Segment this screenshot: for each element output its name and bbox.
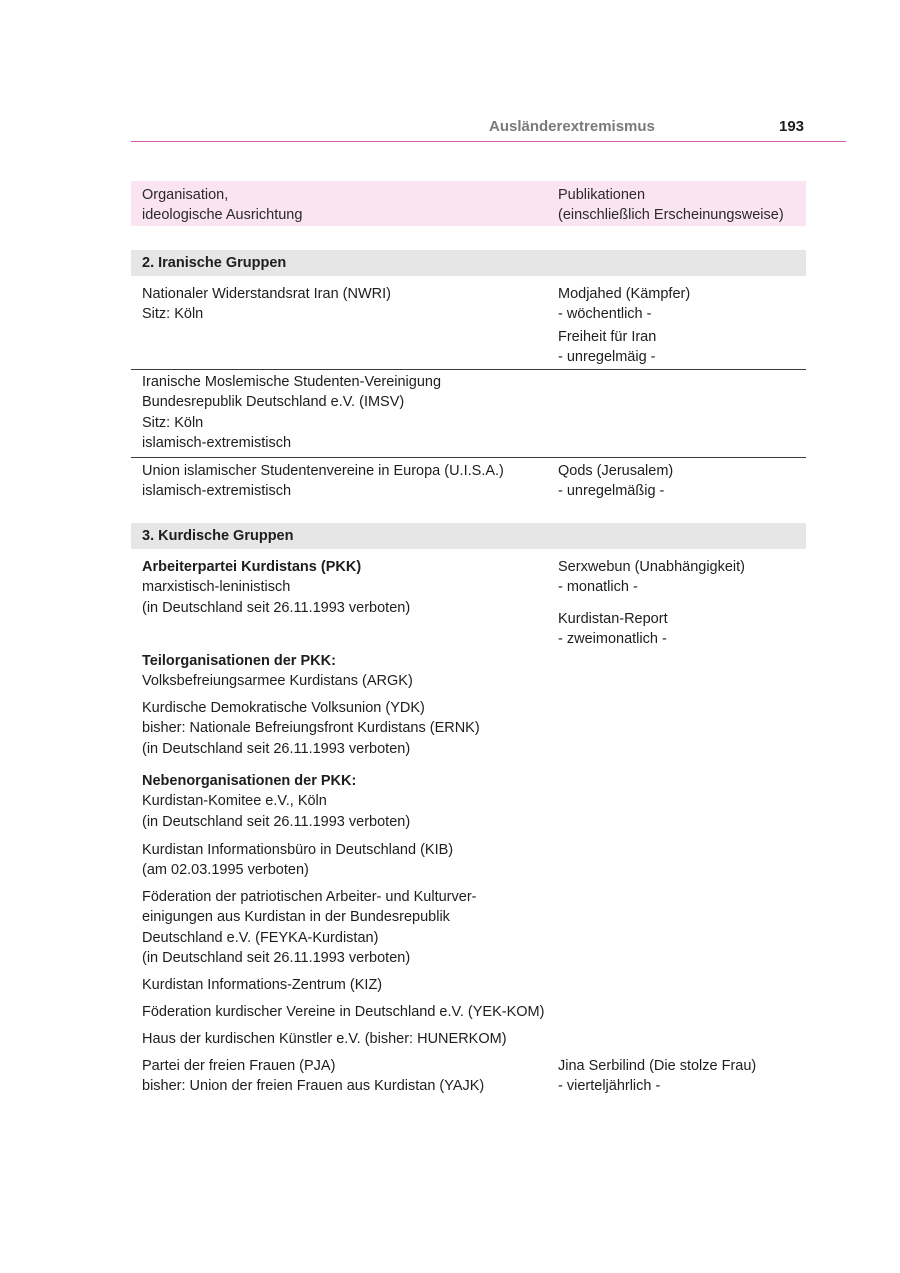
org-name: Haus der kurdischen Künstler e.V. (bisher: HUNERKOM) (142, 1031, 507, 1047)
org-line: (am 02.03.1995 verboten) (142, 862, 309, 879)
org-line: Sitz: Köln (142, 306, 204, 323)
pub-qods (558, 461, 673, 502)
section-kurdish-groups (131, 523, 806, 549)
pub-frequency: - monatlich - (558, 579, 638, 596)
org-uisa (142, 461, 504, 502)
org-name: Föderation kurdischer Vereine in Deutschland e.V. (YEK-KOM) (142, 1004, 545, 1020)
org-line: (in Deutschland seit 26.11.1993 verboten) (142, 949, 411, 966)
column-header-line: ideologische Ausrichtung (142, 207, 303, 223)
pub-title: Qods (Jerusalem) (558, 463, 674, 479)
section-title: 2. Iranische Gruppen (142, 255, 287, 271)
org-line: islamisch-extremistisch (142, 483, 292, 500)
pub-frequency: - vierteljährlich - (558, 1078, 661, 1095)
org-line: Sitz: Köln (142, 414, 204, 431)
org-name: Föderation der patriotischen Arbeiter- und Kulturver- (142, 889, 477, 905)
side-orgs-heading (142, 771, 410, 832)
org-line: Volksbefreiungsarmee Kurdistans (ARGK) (142, 673, 413, 690)
pub-serxwebun (558, 557, 745, 598)
running-header-title: Ausländerextremismus (489, 118, 655, 135)
table-header (131, 181, 806, 226)
pub-title: Freiheit für Iran (558, 329, 657, 345)
org-kib (142, 840, 453, 881)
pub-title: Jina Serbilind (Die stolze Frau) (558, 1058, 757, 1074)
org-name: Kurdistan-Komitee e.V., Köln (142, 793, 327, 810)
row-divider (131, 457, 806, 458)
pub-kurdistan-report (558, 609, 668, 650)
org-feyka (142, 887, 476, 968)
pub-frequency: - unregelmäßig - (558, 483, 665, 500)
column-header-line: Organisation, (142, 187, 229, 203)
org-line: Deutschland e.V. (FEYKA-Kurdistan) (142, 929, 379, 946)
pub-modjahed (558, 284, 690, 325)
org-yek-kom (142, 1002, 544, 1022)
org-line: bisher: Union der freien Frauen aus Kurdistan (YAJK) (142, 1078, 485, 1095)
column-header-organisation (142, 185, 302, 225)
org-line: islamisch-extremistisch (142, 434, 292, 451)
pub-title: Kurdistan-Report (558, 611, 668, 627)
section-iranian-groups (131, 250, 806, 276)
pub-frequency: - wöchentlich - (558, 306, 652, 323)
pub-title: Modjahed (Kämpfer) (558, 286, 691, 302)
org-line: einigungen aus Kurdistan in der Bundesrepublik (142, 909, 450, 926)
pub-jina-serbilind (558, 1056, 756, 1097)
org-kiz (142, 975, 382, 995)
org-name: Union islamischer Studentenvereine in Europa (U.I.S.A.) (142, 463, 504, 479)
section-title: 3. Kurdische Gruppen (142, 528, 294, 544)
org-hunerkom (142, 1029, 507, 1049)
row-divider (131, 369, 806, 370)
org-line: (in Deutschland seit 26.11.1993 verboten) (142, 599, 411, 616)
header-rule (131, 141, 846, 142)
org-name: Iranische Moslemische Studenten-Vereinigung (142, 374, 442, 390)
org-pja (142, 1056, 484, 1097)
org-imsv (142, 372, 441, 453)
org-line: (in Deutschland seit 26.11.1993 verboten) (142, 740, 411, 757)
sub-orgs-heading (142, 651, 413, 692)
org-name: Arbeiterpartei Kurdistans (PKK) (142, 559, 362, 575)
pub-title: Serxwebun (Unabhängigkeit) (558, 559, 745, 575)
column-header-line: Publikationen (558, 187, 646, 203)
page-number: 193 (779, 118, 805, 135)
pub-frequency: - unregelmäig - (558, 349, 656, 366)
org-line: Bundesrepublik Deutschland e.V. (IMSV) (142, 394, 405, 411)
org-name: Kurdistan Informationsbüro in Deutschland (KIB) (142, 842, 454, 858)
column-header-line: (einschließlich Erscheinungsweise) (558, 207, 784, 223)
org-name: Kurdistan Informations-Zentrum (KIZ) (142, 977, 383, 993)
pub-frequency: - zweimonatlich - (558, 631, 667, 648)
column-header-publikationen (558, 185, 784, 225)
org-name: Nationaler Widerstandsrat Iran (NWRI) (142, 286, 391, 302)
org-line: (in Deutschland seit 26.11.1993 verboten) (142, 813, 411, 830)
subheading: Teilorganisationen der PKK: (142, 653, 336, 669)
pub-freiheit-fuer-iran (558, 327, 656, 368)
org-line: bisher: Nationale Befreiungsfront Kurdistans (ERNK) (142, 720, 480, 737)
org-name: Kurdische Demokratische Volksunion (YDK) (142, 700, 425, 716)
org-name: Partei der freien Frauen (PJA) (142, 1058, 336, 1074)
org-nwri (142, 284, 391, 325)
org-ydk (142, 698, 480, 759)
org-line: marxistisch-leninistisch (142, 579, 291, 596)
org-pkk (142, 557, 410, 618)
subheading: Nebenorganisationen der PKK: (142, 773, 357, 789)
